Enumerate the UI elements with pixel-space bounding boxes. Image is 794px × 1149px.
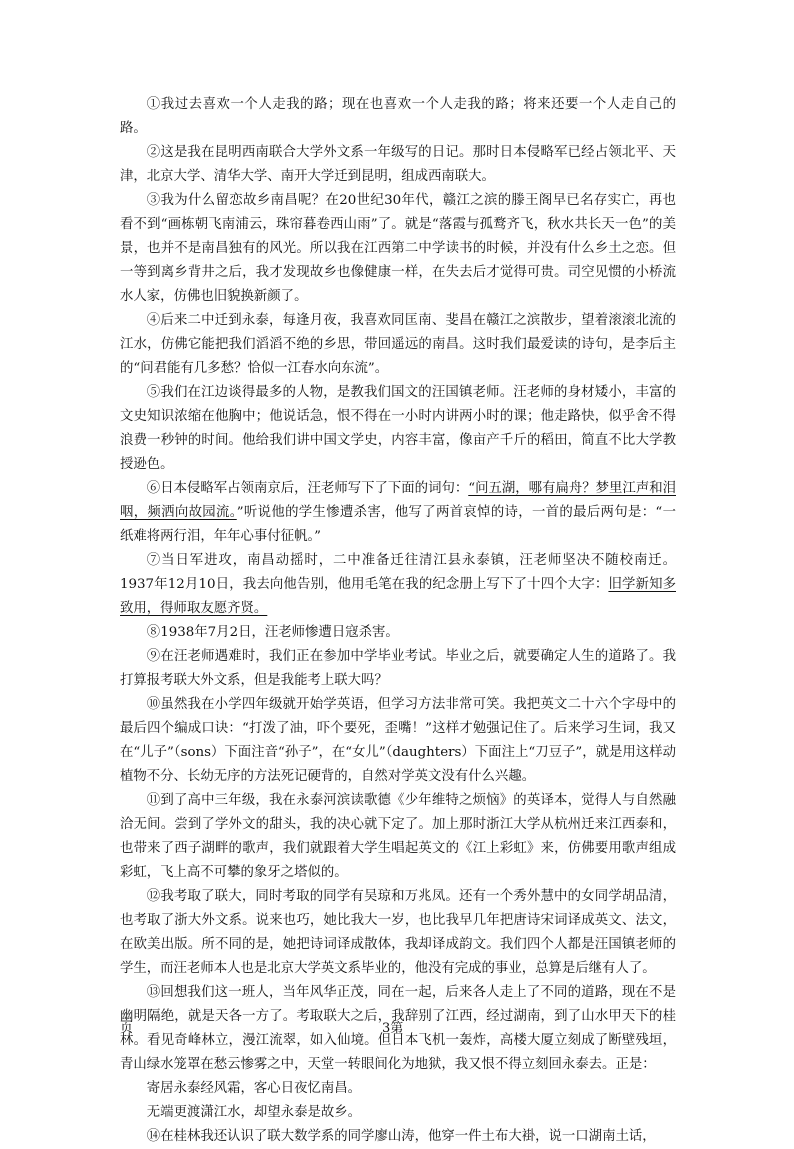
paragraph-text: 我们在江边谈得最多的人物，是教我们国文的汪国镇老师。汪老师的身材矮小，丰富的文史知识浓缩在他胸中；他说话急，恨不得在一小时内讲两小时的课；他走路快，似乎舍不得浪费一秒钟的时间。他给我们讲中国文学史，内容丰富，像亩产千斤的稻田，简直不比大学教授逊色。 xyxy=(120,385,677,472)
paragraph-number: ⑦ xyxy=(146,553,162,568)
paragraph-number: ⑥ xyxy=(146,481,161,496)
paragraph-2 xyxy=(120,141,676,189)
paragraph-number: ④ xyxy=(146,313,161,328)
paragraph-number: ⑭ xyxy=(146,1129,161,1144)
paragraph-12 xyxy=(120,885,676,981)
paragraph-10 xyxy=(120,693,676,789)
article-body xyxy=(120,93,676,1149)
paragraph-number: ⑤ xyxy=(146,385,161,400)
paragraph-number: ⑧ xyxy=(146,625,161,640)
poem-line-2 xyxy=(120,1101,676,1125)
paragraph-11 xyxy=(120,789,676,885)
paragraph-text: ”听说他的学生惨遭杀害，他写了两首哀悼的诗，一首的最后两句是：“一纸难将两行泪，年年心事付征帆。” xyxy=(120,505,676,544)
footer-page-label: 页 xyxy=(120,1021,134,1036)
poem-text: 无端更渡潇江水，却望永泰是故乡。 xyxy=(146,1105,362,1120)
paragraph-8 xyxy=(120,621,676,645)
paragraph-number: ⑩ xyxy=(146,697,161,712)
paragraph-text: 日本侵略军占领南京后，汪老师写下了下面的词句： xyxy=(160,481,469,496)
paragraph-text: 到了高中三年级，我在永泰河滨读歌德《少年维特之烦恼》的英译本，觉得人与自然融洽无间。尝到了学外文的甜头，我的决心就下定了。加上那时浙江大学从杭州迁来江西泰和，也带来了西子湖畔的歌声，我们就跟着大学生唱起英文的《江上彩虹》来，仿佛要用歌声组成彩虹，飞上高不可攀的象牙之塔似的。 xyxy=(120,793,677,880)
paragraph-text: 在桂林我还认识了联大数学系的同学廖山涛，他穿一件土布大褂，说一口湖南土话， xyxy=(160,1129,656,1144)
underlined-quote: “问五湖，哪有扁舟？梦里江声和泪咽，频洒向故园流。 xyxy=(120,481,676,520)
paragraph-9 xyxy=(120,645,676,693)
paragraph-number: ② xyxy=(146,145,161,160)
paragraph-number: ⑬ xyxy=(146,985,161,1000)
poem-line-1 xyxy=(120,1077,676,1101)
paragraph-7 xyxy=(120,549,676,621)
paragraph-number: ⑫ xyxy=(146,889,161,904)
paragraph-number: ③ xyxy=(146,193,161,208)
footer-page-number: 3第 xyxy=(382,1021,404,1036)
paragraph-text: 我考取了联大，同时考取的同学有吴琼和万兆凤。还有一个秀外慧中的女同学胡品清，也考取了浙大外文系。说来也巧，她比我大一岁，也比我早几年把唐诗宋词译成英文、法文，在欧美出版。所不同的是，她把诗词译成散体，我却译成韵文。我们四个人都是汪国镇老师的学生，而汪老师本人也是北京大学英文系毕业的，他没有完成的事业，总算是后继有人了。 xyxy=(120,889,677,976)
paragraph-5 xyxy=(120,381,676,477)
paragraph-number: ⑨ xyxy=(146,649,161,664)
paragraph-text: 回想我们这一班人，当年风华正茂，同在一起，后来各人走上了不同的道路，现在不是幽明隔绝，就是天各一方了。考取联大之后，我辞别了江西，经过湖南，到了山水甲天下的桂林。看见奇峰林立，漫江流翠，如入仙境。但日本飞机一轰炸，高楼大厦立刻成了断壁残垣，青山绿水笼罩在愁云惨雾之中，天堂一转眼间化为地狱，我又恨不得立刻回永泰去。正是： xyxy=(120,985,677,1072)
paragraph-4 xyxy=(120,309,676,381)
paragraph-number: ⑪ xyxy=(146,793,161,808)
paragraph-3 xyxy=(120,189,676,309)
paragraph-text: 当日军进攻，南昌动摇时，二中准备迁往清江县永泰镇，汪老师坚决不随校南迁。1937年12月10日，我去向他告别，他用毛笔在我的纪念册上写下了十四个大字： xyxy=(120,553,676,592)
poem-text: 寄居永泰经风霜，客心日夜忆南昌。 xyxy=(146,1081,362,1096)
paragraph-text: 这是我在昆明西南联合大学外文系一年级写的日记。那时日本侵略军已经占领北平、天津，北京大学、清华大学、南开大学迁到昆明，组成西南联大。 xyxy=(120,145,677,184)
paragraph-text: 在汪老师遇难时，我们正在参加中学毕业考试。毕业之后，就要确定人生的道路了。我打算报考联大外文系，但是我能考上联大吗？ xyxy=(120,649,677,688)
paragraph-text: 虽然我在小学四年级就开始学英语，但学习方法非常可笑。我把英文二十六个字母中的最后四个编成口诀：“打泼了油，吓个要死，歪嘴！”这样才勉强记住了。后来学习生词，我又在“儿子”（sons）下面注音“孙子”，在“女儿”（daughters）下面注上“刀豆子”，就是用这样动植物不分、长幼无序的方法死记硬背的，自然对学英文没有什么兴趣。 xyxy=(120,697,677,784)
paragraph-14 xyxy=(120,1125,676,1149)
paragraph-6 xyxy=(120,477,676,549)
paragraph-text: 后来二中迁到永泰，每逢月夜，我喜欢同匡南、斐昌在赣江之滨散步，望着滚滚北流的江水，仿佛它能把我们滔滔不绝的乡思，带回遥远的南昌。这时我们最爱读的诗句，是李后主的“问君能有几多愁？恰似一江春水向东流”。 xyxy=(120,313,677,376)
underlined-quote: 旧学新知多致用，得师取友愿齐贤。 xyxy=(120,577,676,616)
paragraph-text: 我过去喜欢一个人走我的路；现在也喜欢一个人走我的路；将来还要一个人走自己的路。 xyxy=(120,97,677,136)
paragraph-number: ① xyxy=(146,97,161,112)
paragraph-1 xyxy=(120,93,676,141)
paragraph-text: 我为什么留恋故乡南昌呢？在20世纪30年代，赣江之滨的滕王阁早已名存实亡，再也看不到“画栋朝飞南浦云，珠帘暮卷西山雨”了。就是“落霞与孤鹜齐飞，秋水共长天一色”的美景，也并不是南昌独有的风光。所以我在江西第二中学读书的时候，并没有什么乡土之恋。但一等到离乡背井之后，我才发现故乡也像健康一样，在失去后才觉得可贵。司空见惯的小桥流水人家，仿佛也旧貌换新颜了。 xyxy=(120,193,677,304)
paragraph-text: 1938年7月2日，汪老师惨遭日寇杀害。 xyxy=(160,625,399,640)
